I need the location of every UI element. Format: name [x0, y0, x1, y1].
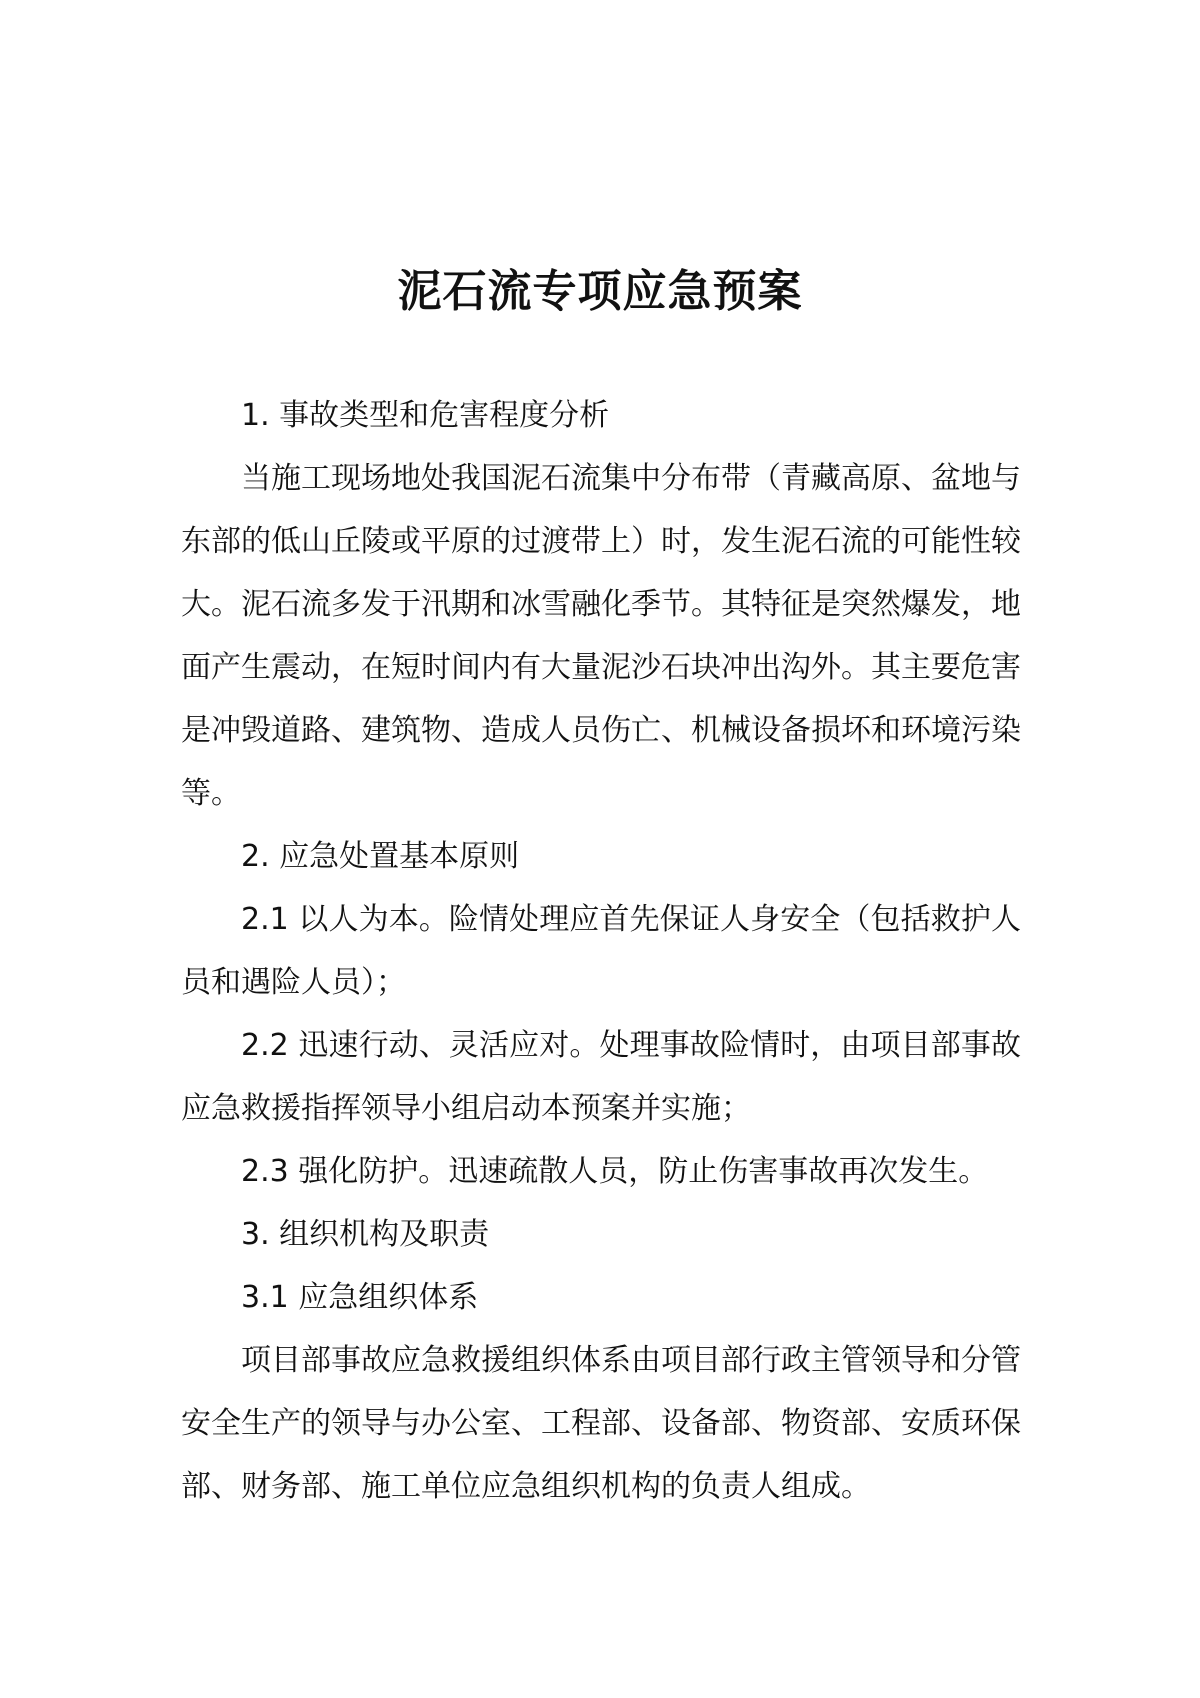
section-heading: 2. 应急处置基本原则: [241, 839, 520, 874]
paragraph: 2.1 以人为本。险情处理应首先保证人身安全（包括救护人员和遇险人员）；: [181, 902, 1021, 1000]
paragraph: 2.2 迅速行动、灵活应对。处理事故险情时，由项目部事故应急救援指挥领导小组启动本预案并实施；: [181, 1028, 1021, 1126]
paragraph: 项目部事故应急救援组织体系由项目部行政主管领导和分管安全生产的领导与办公室、工程部、设备部、物资部、安质环保部、财务部、施工单位应急组织机构的负责人组成。: [181, 1343, 1021, 1504]
paragraph: 2.3 强化防护。迅速疏散人员，防止伤害事故再次发生。: [241, 1154, 989, 1189]
document-title: 泥石流专项应急预案: [397, 266, 803, 317]
document-body: [181, 384, 1021, 1518]
paragraph: 当施工现场地处我国泥石流集中分布带（青藏高原、盆地与东部的低山丘陵或平原的过渡带上）时，发生泥石流的可能性较大。泥石流多发于汛期和冰雪融化季节。其特征是突然爆发，地面产生震动，在短时间内有大量泥沙石块冲出沟外。其主要危害是冲毁道路、建筑物、造成人员伤亡、机械设备损坏和环境污染等。: [181, 461, 1021, 811]
subsection-heading: 3.1 应急组织体系: [241, 1280, 479, 1315]
section-heading: 3. 组织机构及职责: [241, 1217, 490, 1252]
section-heading: 1. 事故类型和危害程度分析: [241, 398, 610, 433]
